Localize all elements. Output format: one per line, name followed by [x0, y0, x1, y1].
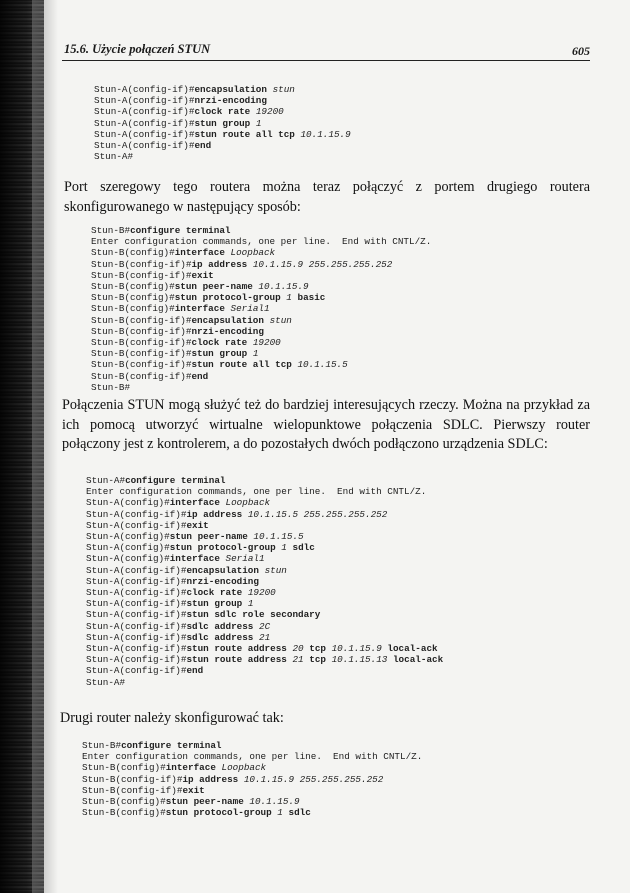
code-line [82, 740, 422, 751]
code-token: configure terminal [121, 740, 222, 751]
code-token: Stun-B(config-if)# [91, 359, 192, 371]
code-line [94, 129, 351, 140]
code-line [94, 118, 351, 129]
code-line [86, 587, 443, 598]
code-token: stun group [186, 598, 243, 610]
code-block-4 [82, 740, 422, 818]
code-token: 19200 [252, 337, 281, 349]
code-token: Stun-A(config-if)# [86, 519, 187, 531]
code-token: Stun-B(config-if)# [91, 325, 192, 337]
code-token: 19200 [255, 106, 284, 118]
code-token: nrzi-encoding [191, 325, 264, 337]
code-token: Stun-A(config-if)# [86, 620, 187, 632]
code-token: sdlc [288, 807, 311, 819]
code-token: sdlc [292, 542, 315, 554]
page-gutter-shade [32, 0, 58, 893]
code-token: interface [169, 553, 220, 565]
code-line [86, 665, 443, 676]
code-token: 10.1.15.5 [297, 359, 348, 371]
code-line [86, 542, 443, 553]
code-token: sdlc address [186, 620, 254, 632]
code-line [91, 225, 431, 236]
code-token: configure terminal [125, 475, 226, 486]
code-token: stun [272, 84, 295, 95]
code-token: Stun-A(config)# [86, 553, 170, 565]
code-line [91, 270, 431, 281]
code-token: stun route address [186, 654, 287, 666]
code-token: stun [269, 314, 292, 326]
code-token: Enter configuration commands, one per line. End with CNTL/Z. [82, 751, 423, 763]
code-token: Stun-A# [86, 475, 126, 486]
code-token: Stun-B(config-if)# [82, 773, 183, 785]
code-token: Stun-A(config)# [86, 542, 170, 554]
code-line [82, 762, 422, 773]
code-token: Loopback [221, 762, 267, 774]
code-token: Stun-A(config-if)# [86, 575, 187, 587]
code-line [94, 106, 351, 117]
code-token: Stun-B# [91, 225, 131, 236]
paragraph-2: Połączenia STUN mogą służyć też do bardziej interesujących rzeczy. Można na przykład za ich pomocą utworzyć wirtualne wielopunktowe połączenia SDLC. Pierwszy router połączony jest z kontrolerem, a do pozostałych dwóch podłączono urządzenia SDLC: [62, 397, 590, 452]
code-line [94, 95, 351, 106]
code-token: stun protocol-group [169, 542, 276, 554]
page-number: 605 [572, 44, 590, 58]
running-head: 15.6. Użycie połączeń STUN [64, 42, 211, 56]
code-token: Stun-B(config-if)# [91, 337, 192, 349]
code-token: Stun-A# [94, 151, 134, 163]
code-token: Stun-B(config)# [82, 796, 166, 808]
code-token: Stun-B(config-if)# [82, 784, 183, 796]
code-token: stun route address [186, 643, 287, 655]
code-token: nrzi-encoding [186, 575, 259, 587]
code-line [86, 553, 443, 564]
code-token: Stun-A(config-if)# [86, 609, 187, 621]
code-token: 10.1.15.9 255.255.255.252 [252, 258, 393, 270]
code-token: stun peer-name [165, 796, 244, 808]
code-token: 20 [292, 643, 304, 655]
code-token: Stun-B(config-if)# [91, 370, 192, 382]
code-line [86, 598, 443, 609]
code-token: Stun-A# [86, 676, 126, 688]
code-token: Stun-B(config)# [82, 762, 166, 774]
code-token: basic [297, 292, 326, 304]
code-line [82, 796, 422, 807]
code-token: 2C [258, 620, 271, 632]
code-token: Stun-A(config)# [86, 497, 170, 509]
page-header [62, 38, 590, 61]
code-token: local-ack [392, 654, 444, 666]
paragraph-3: Drugi router należy skonfigurować tak: [60, 710, 284, 726]
code-token: Stun-A(config-if)# [94, 95, 195, 107]
code-line [91, 303, 431, 314]
code-token: 1 [281, 542, 287, 554]
code-token: Loopback [230, 247, 276, 259]
code-token: Stun-B(config)# [82, 807, 166, 819]
code-token: exit [186, 519, 209, 531]
code-line [91, 236, 431, 247]
code-token: 10.1.15.9 [249, 796, 300, 808]
code-line [91, 382, 431, 393]
code-line [86, 497, 443, 508]
code-token: clock rate [191, 337, 248, 349]
code-line [91, 337, 431, 348]
code-token: 10.1.15.9 [331, 643, 382, 655]
code-token: Stun-A(config-if)# [86, 654, 187, 666]
code-line [86, 643, 443, 654]
code-line [94, 151, 351, 162]
code-token: clock rate [186, 587, 243, 599]
code-token: Enter configuration commands, one per line. End with CNTL/Z. [86, 486, 427, 498]
code-token: 10.1.15.9 [300, 128, 351, 140]
code-token: clock rate [194, 106, 251, 118]
code-token: Stun-A(config-if)# [86, 665, 187, 677]
code-token: stun group [194, 117, 251, 129]
code-token: ip address [191, 258, 248, 270]
code-token: 10.1.15.5 255.255.255.252 [247, 508, 388, 520]
code-line [82, 774, 422, 785]
code-token: stun protocol-group [174, 292, 281, 304]
code-token: Serial1 [225, 553, 265, 565]
code-token: 1 [252, 348, 259, 360]
code-token: sdlc address [186, 631, 254, 643]
code-line [91, 371, 431, 382]
code-token: 1 [277, 807, 283, 819]
code-token: stun [264, 564, 287, 576]
code-token: 21 [258, 631, 271, 643]
code-token: Stun-B(config-if)# [91, 314, 192, 326]
code-token: encapsulation [191, 314, 264, 326]
code-token: tcp [309, 643, 326, 655]
code-token: stun protocol-group [165, 807, 272, 819]
code-line [86, 486, 443, 497]
code-line [91, 348, 431, 359]
code-token: Stun-A(config-if)# [86, 643, 187, 655]
code-block-1 [94, 84, 351, 162]
code-token: nrzi-encoding [194, 95, 267, 107]
code-line [86, 565, 443, 576]
code-token: stun sdlc role secondary [186, 609, 321, 621]
code-token: Stun-B(config)# [91, 281, 175, 293]
code-token: Stun-A(config-if)# [94, 128, 195, 140]
code-token: end [186, 665, 204, 677]
code-line [91, 259, 431, 270]
code-token: Stun-A(config-if)# [94, 140, 195, 152]
code-line [86, 677, 443, 688]
code-line [91, 326, 431, 337]
code-token: 10.1.15.5 [253, 531, 304, 543]
code-token: Serial1 [230, 303, 270, 315]
code-token: Stun-A(config-if)# [94, 106, 195, 118]
code-token: 10.1.15.9 255.255.255.252 [243, 773, 384, 785]
code-token: exit [191, 269, 214, 281]
code-token: 1 [255, 117, 262, 129]
code-token: Stun-B(config-if)# [91, 348, 192, 360]
code-token: Stun-A(config-if)# [86, 587, 187, 599]
code-token: encapsulation [194, 84, 267, 95]
code-block-2 [91, 225, 431, 393]
code-token: exit [182, 784, 205, 796]
code-block-3 [86, 475, 443, 688]
code-token: 19200 [247, 587, 276, 599]
code-token: Stun-B(config-if)# [91, 258, 192, 270]
code-line [86, 520, 443, 531]
code-line [82, 807, 422, 818]
code-line [91, 359, 431, 370]
paragraph-1: Port szeregowy tego routera można teraz połączyć z portem drugiego routera skonfigurowanego w następujący sposób: [64, 179, 590, 215]
code-token: Stun-A(config-if)# [86, 508, 187, 520]
code-line [82, 751, 422, 762]
code-line [91, 292, 431, 303]
code-token: stun peer-name [174, 281, 253, 293]
code-line [94, 140, 351, 151]
code-token: stun route all tcp [191, 359, 292, 371]
code-token: 21 [292, 654, 304, 666]
code-line [86, 609, 443, 620]
code-token: interface [174, 247, 225, 259]
code-token: Stun-B# [82, 740, 122, 751]
code-line [86, 654, 443, 665]
code-token: ip address [182, 773, 239, 785]
code-token: end [194, 140, 212, 152]
code-token: 1 [286, 292, 292, 304]
code-token: interface [165, 762, 216, 774]
code-token: Stun-B(config)# [91, 292, 175, 304]
code-token: Stun-A(config-if)# [94, 117, 195, 129]
code-token: Stun-A(config-if)# [86, 598, 187, 610]
code-token: Stun-A(config-if)# [94, 84, 195, 95]
code-token: ip address [186, 508, 243, 520]
code-token: local-ack [387, 643, 438, 655]
code-token: Enter configuration commands, one per line. End with CNTL/Z. [91, 236, 432, 248]
code-line [86, 509, 443, 520]
code-line [91, 281, 431, 292]
code-token: Stun-B(config)# [91, 303, 175, 315]
code-line [91, 315, 431, 326]
code-token: interface [174, 303, 225, 315]
code-token: Loopback [225, 497, 271, 509]
code-line [86, 475, 443, 486]
code-line [86, 621, 443, 632]
code-token: Stun-B(config-if)# [91, 269, 192, 281]
code-line [86, 632, 443, 643]
code-line [86, 576, 443, 587]
code-token: stun route all tcp [194, 128, 295, 140]
code-token: Stun-B(config)# [91, 247, 175, 259]
code-line [91, 247, 431, 258]
code-line [86, 531, 443, 542]
code-token: stun peer-name [169, 531, 248, 543]
code-token: 1 [247, 598, 254, 610]
code-token: tcp [309, 654, 326, 666]
code-token: stun group [191, 348, 248, 360]
code-token: Stun-A(config-if)# [86, 631, 187, 643]
code-token: Stun-A(config)# [86, 531, 170, 543]
code-token: 10.1.15.9 [258, 281, 309, 293]
code-token: Stun-A(config-if)# [86, 564, 187, 576]
code-token: configure terminal [130, 225, 231, 236]
code-token: end [191, 370, 209, 382]
code-token: encapsulation [186, 564, 259, 576]
code-token: Stun-B# [91, 381, 131, 393]
code-token: interface [169, 497, 220, 509]
code-token: 10.1.15.13 [331, 654, 388, 666]
code-line [82, 785, 422, 796]
code-line [94, 84, 351, 95]
